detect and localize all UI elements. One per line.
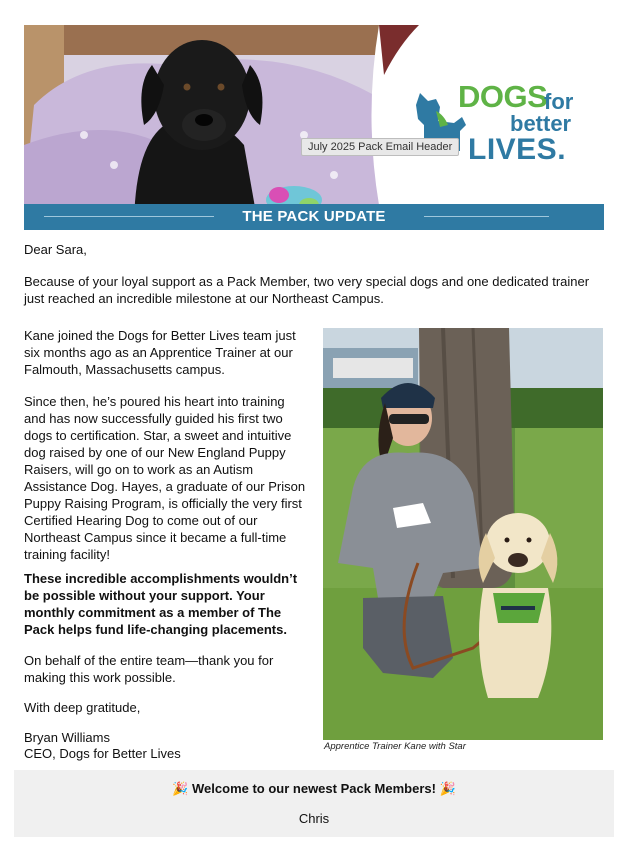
party-popper-icon: 🎉: [172, 781, 189, 796]
logo-for-text: for: [544, 89, 574, 114]
signature-name: Bryan Williams: [24, 730, 110, 745]
paragraph-kane-joined: Kane joined the Dogs for Better Lives team just six months ago as an Apprentice Trainer at our Falmouth, Massachusetts campus.: [24, 328, 296, 377]
logo-better-text: better: [510, 111, 572, 136]
signoff: With deep gratitude,: [24, 700, 141, 715]
trainer-photo-illustration: [323, 328, 603, 740]
paragraph-thanks-bold: These incredible accomplishments wouldn’t be possible without your support. Your monthly commitment as a member of The Pack helps fund life-changing placements.: [24, 571, 298, 637]
signature-title: CEO, Dogs for Better Lives: [24, 746, 181, 761]
image-alt-tooltip: July 2025 Pack Email Header: [301, 138, 459, 156]
header-band: [24, 204, 604, 230]
greeting: Dear Sara,: [24, 242, 87, 257]
paragraph-training: Since then, he’s poured his heart into training and has now successfully guided his first two dogs to certification. Star, a sweet and intuitive dog raised by one of our New England Puppy Raisers, will go on to work as an Autism Assistance Dog. Hayes, a graduate of our Prison Puppy Raising Program, is officially the very first Certified Hearing Dog to come out of our Northeast Campus since it became a full-time training facility!: [24, 394, 306, 562]
party-popper-icon: 🎉: [439, 781, 456, 796]
welcome-title-text: Welcome to our newest Pack Members!: [192, 781, 436, 796]
welcome-members-box: [14, 770, 614, 837]
band-title: THE PACK UPDATE: [242, 208, 386, 225]
header-banner: [24, 25, 604, 230]
new-member-name: Chris: [298, 811, 330, 826]
paragraph-behalf: On behalf of the entire team—thank you for making this work possible.: [24, 653, 274, 685]
welcome-heading: [14, 781, 614, 797]
logo-dogs-text: DOGS: [458, 79, 548, 114]
trainer-with-dog-photo: [323, 328, 603, 740]
intro-paragraph: Because of your loyal support as a Pack Member, two very special dogs and one dedicated trainer just reached an incredible milestone at our Northeast Campus.: [24, 274, 590, 306]
photo-caption: Apprentice Trainer Kane with Star: [324, 741, 466, 752]
logo-lives-text: LIVES.: [468, 133, 567, 166]
